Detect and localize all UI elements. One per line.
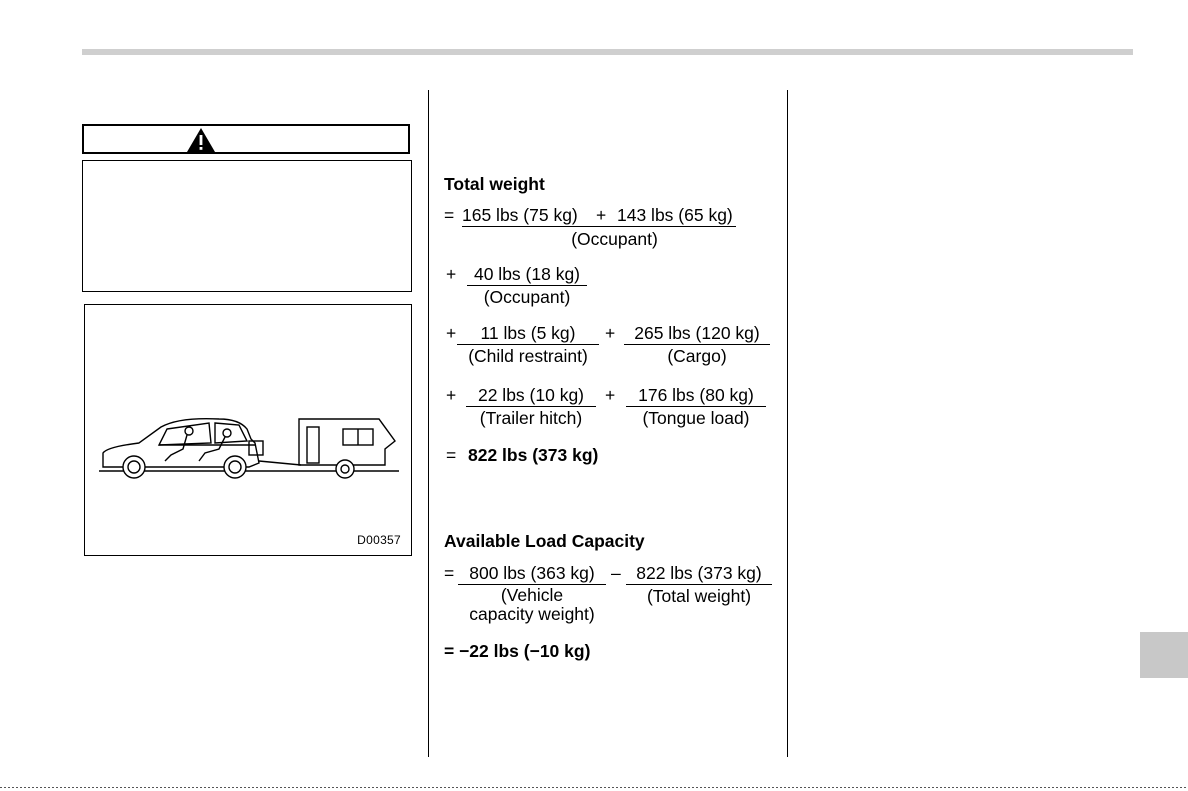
total-weight-result: 822 lbs (373 kg) xyxy=(468,445,599,465)
calc-value: 40 lbs (18 kg) xyxy=(467,264,587,286)
calc-label: (Occupant) xyxy=(483,287,571,307)
calc-label: (Cargo) xyxy=(667,346,727,366)
calc-value: 22 lbs (10 kg) xyxy=(466,385,596,407)
calc-prefix-eq: = xyxy=(444,563,455,583)
calc-value: 822 lbs (373 kg) xyxy=(626,563,772,585)
calc-value: 265 lbs (120 kg) xyxy=(624,323,770,345)
calc-label: (Occupant) xyxy=(571,229,658,249)
fraction-bar xyxy=(462,226,736,227)
calc-operator: + xyxy=(446,385,457,405)
calc-label: (Total weight) xyxy=(646,586,752,606)
calc-label: (Child restraint) xyxy=(468,346,588,366)
calc-operator: – xyxy=(611,563,621,583)
calc-fraction xyxy=(466,385,596,428)
warning-triangle-icon xyxy=(186,127,216,153)
calc-operator: + xyxy=(446,264,457,284)
calc-label: (Vehicle xyxy=(500,585,564,605)
column-divider-left xyxy=(428,90,429,757)
calc-value: 165 lbs (75 kg) xyxy=(462,205,578,225)
total-weight-heading: Total weight xyxy=(444,174,545,194)
calc-fraction xyxy=(626,385,766,428)
chapter-tab xyxy=(1140,632,1188,678)
calc-label: (Tongue load) xyxy=(642,408,750,428)
figure-code: D00357 xyxy=(357,533,401,547)
calc-fraction xyxy=(458,563,606,624)
calc-prefix-eq: = xyxy=(444,205,455,225)
warning-header xyxy=(82,124,410,154)
calc-value: 11 lbs (5 kg) xyxy=(457,323,599,345)
calc-operator: + xyxy=(596,205,607,225)
calc-fraction xyxy=(467,264,587,307)
calc-value: 176 lbs (80 kg) xyxy=(626,385,766,407)
calc-value: 143 lbs (65 kg) xyxy=(617,205,733,225)
calc-operator: + xyxy=(605,323,616,343)
calc-fraction xyxy=(457,323,599,366)
available-load-result: = −22 lbs (−10 kg) xyxy=(444,641,591,661)
bottom-border xyxy=(0,787,1188,788)
calc-fraction xyxy=(624,323,770,366)
available-load-heading: Available Load Capacity xyxy=(444,531,645,551)
car-trailer-illustration xyxy=(84,304,412,556)
calc-operator: + xyxy=(446,323,457,343)
car-towing-trailer-drawing xyxy=(99,415,399,483)
calc-fraction xyxy=(626,563,772,606)
column-divider-right xyxy=(787,90,788,757)
calc-operator: + xyxy=(605,385,616,405)
calc-label: capacity weight) xyxy=(469,604,595,624)
calc-value: 800 lbs (363 kg) xyxy=(458,563,606,585)
warning-body xyxy=(82,160,412,292)
header-rule xyxy=(82,49,1133,55)
calc-prefix-eq: = xyxy=(446,445,457,465)
calc-label: (Trailer hitch) xyxy=(479,408,583,428)
